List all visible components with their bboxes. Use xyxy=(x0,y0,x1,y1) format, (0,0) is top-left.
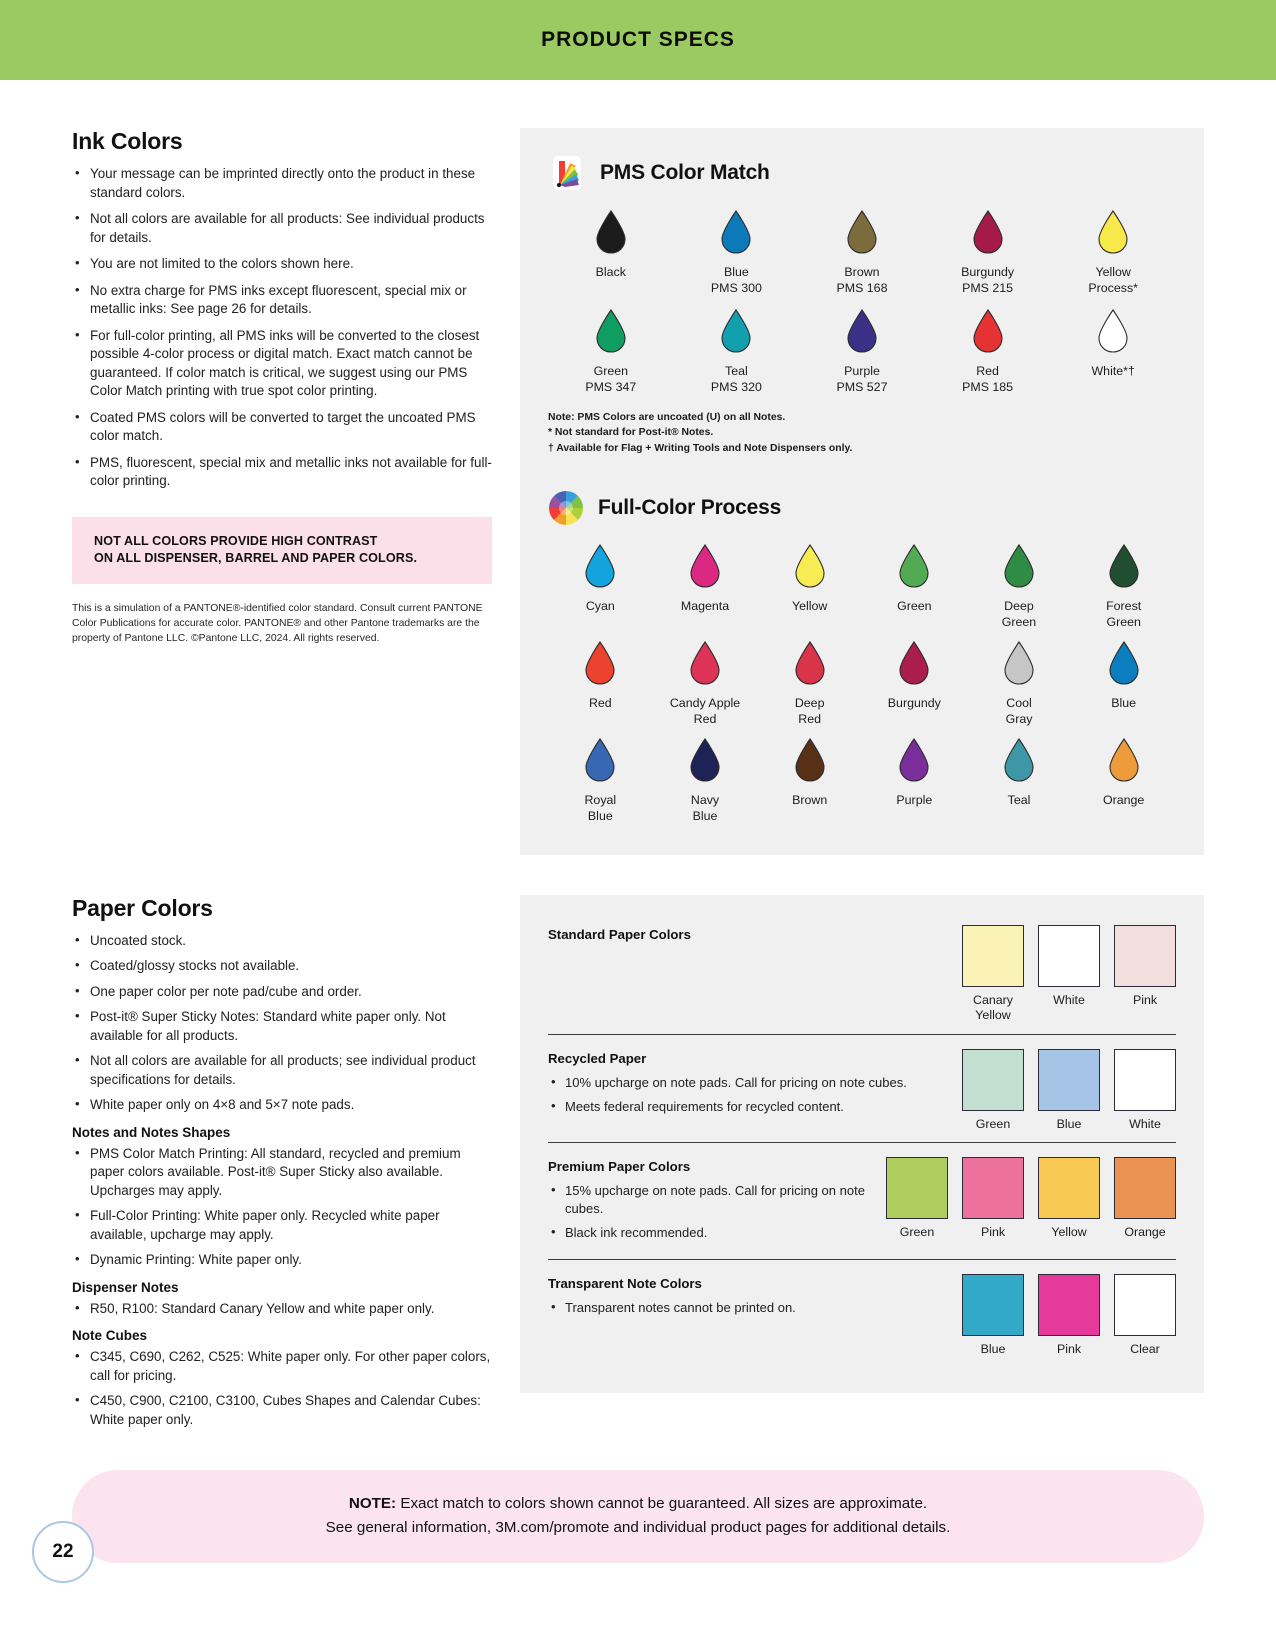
ink-swatch-name: Blue xyxy=(1111,696,1137,711)
list-item: • 15% upcharge on note pads. Call for pricing on note cubes. xyxy=(548,1182,866,1217)
contrast-warning-box xyxy=(72,517,492,585)
paper-row-info xyxy=(548,925,942,950)
paper-color-row xyxy=(548,1142,1176,1259)
paper-row-heading: Transparent Note Colors xyxy=(548,1275,702,1291)
ink-swatch xyxy=(862,633,967,728)
paper-swatch-group xyxy=(962,1274,1176,1358)
bottom-note-lead: NOTE: xyxy=(348,1495,397,1513)
list-item: • Uncoated stock. xyxy=(72,932,492,951)
ink-swatch-label xyxy=(1008,793,1031,809)
ink-drop-icon xyxy=(594,210,628,259)
note-cubes-list xyxy=(72,1348,492,1429)
ink-swatch-name: Deep xyxy=(1004,599,1034,614)
paper-swatch-chip xyxy=(1114,1274,1176,1336)
paper-swatch-chip xyxy=(1038,1049,1100,1111)
paper-swatch-chip xyxy=(1038,925,1100,987)
page-number: 22 xyxy=(32,1521,94,1583)
paper-color-row xyxy=(548,1034,1176,1143)
ink-drop-icon xyxy=(793,738,827,787)
ink-swatch-label xyxy=(711,265,762,297)
ink-swatch-code: PMS 168 xyxy=(836,280,888,295)
paper-swatch-label: Yellow xyxy=(1051,1225,1087,1240)
ink-colors-bullet-list xyxy=(72,165,492,491)
ink-drop-icon xyxy=(1107,544,1141,593)
ink-swatch-name: Yellow xyxy=(1095,265,1131,279)
ink-swatch-name: Magenta xyxy=(680,599,730,614)
paper-color-row xyxy=(548,1259,1176,1368)
paper-swatch xyxy=(962,925,1024,1024)
ink-swatch-label xyxy=(586,599,615,615)
pms-swatch-grid xyxy=(548,202,1176,396)
dispenser-notes-heading: Dispenser Notes xyxy=(72,1279,179,1295)
ink-swatch xyxy=(548,730,653,825)
paper-colors-bullet-list xyxy=(72,932,492,1115)
ink-swatch-name: Brown xyxy=(792,792,828,807)
ink-swatch-code: PMS 527 xyxy=(836,379,888,394)
ink-swatch xyxy=(548,202,674,297)
ink-swatch-label xyxy=(1111,696,1136,712)
paper-swatch xyxy=(1114,1049,1176,1133)
ink-drop-icon xyxy=(1096,309,1130,358)
list-item: • Not all colors are available for all products; see individual product specifications for details. xyxy=(72,1052,492,1089)
ink-drop-icon xyxy=(688,738,722,787)
paper-swatch xyxy=(962,1157,1024,1241)
ink-swatch-name-cont: Green xyxy=(1001,615,1037,630)
ink-drop-icon xyxy=(583,544,617,593)
paper-swatch xyxy=(1038,925,1100,1024)
ink-swatch-label xyxy=(792,599,827,615)
ink-swatch xyxy=(862,536,967,631)
ink-drop-icon xyxy=(583,641,617,690)
ink-swatch xyxy=(548,633,653,728)
ink-swatch-label xyxy=(1002,599,1036,631)
paper-section xyxy=(72,895,1204,1437)
ink-swatch-label xyxy=(1088,265,1138,297)
ink-swatch-label xyxy=(795,696,825,728)
ink-swatch-name: Cyan xyxy=(585,599,615,614)
ink-drop-icon xyxy=(1096,210,1130,259)
bottom-note-line-1 xyxy=(112,1492,1164,1516)
ink-swatch xyxy=(1050,202,1176,297)
ink-drop-icon xyxy=(845,309,879,358)
list-item: • Post-it® Super Sticky Notes: Standard white paper only. Not available for all products. xyxy=(72,1008,492,1045)
ink-swatch-label xyxy=(1006,696,1033,728)
list-item: • Full-Color Printing: White paper only. Recycled white paper available, upcharge may apply. xyxy=(72,1207,492,1244)
page-header xyxy=(0,0,1276,80)
ink-swatch xyxy=(967,536,1072,631)
paper-swatch-label: Green xyxy=(899,1225,935,1240)
ink-swatch xyxy=(757,633,862,728)
ink-swatch-name-cont: Green xyxy=(1106,615,1141,630)
pantone-fan-icon xyxy=(548,154,586,192)
ink-swatch-label xyxy=(1106,599,1141,631)
list-item: • Your message can be imprinted directly onto the product in these standard colors. xyxy=(72,165,492,202)
list-item: • Coated/glossy stocks not available. xyxy=(72,957,492,976)
pantone-legal-text: This is a simulation of a PANTONE®-identified color standard. Consult current PANTONE Color Publications for accurate color. PANTONE® and other Pantone trademarks are the property of Pantone LLC. ©Pantone LLC, 2024. All rights reserved. xyxy=(72,603,483,644)
ink-swatch xyxy=(799,202,925,297)
ink-drop-icon xyxy=(594,309,628,358)
ink-swatch-name: Purple xyxy=(844,363,880,378)
paper-swatch-group xyxy=(962,925,1176,1024)
ink-drop-icon xyxy=(897,641,931,690)
paper-swatch xyxy=(1114,1157,1176,1241)
paper-colors-heading: Paper Colors xyxy=(72,894,213,921)
ink-drop-icon xyxy=(793,544,827,593)
ink-swatch xyxy=(674,301,800,396)
paper-swatch-label: Blue xyxy=(980,1341,1006,1356)
ink-swatch-label xyxy=(585,364,636,396)
paper-swatch xyxy=(1038,1157,1100,1241)
paper-swatch-chip xyxy=(886,1157,948,1219)
ink-swatch-name: Burgundy xyxy=(961,265,1015,279)
paper-swatch-column xyxy=(492,895,1204,1437)
ink-swatch-label xyxy=(962,364,1013,396)
ink-swatch-name: Royal xyxy=(584,792,617,807)
pms-header xyxy=(548,154,1176,192)
note-cubes-heading: Note Cubes xyxy=(72,1328,148,1344)
list-item: • Transparent notes cannot be printed on. xyxy=(548,1299,942,1317)
ink-drop-icon xyxy=(897,544,931,593)
paper-swatch-chip xyxy=(1114,925,1176,987)
paper-row-bullets xyxy=(548,1299,942,1317)
list-item: • R50, R100: Standard Canary Yellow and white paper only. xyxy=(72,1300,492,1319)
ink-swatch-label xyxy=(897,599,931,615)
color-wheel-icon xyxy=(548,490,584,526)
ink-swatch-name: Cool xyxy=(1006,696,1032,711)
ink-swatch xyxy=(653,536,758,631)
pms-note-line: † Available for Flag + Writing Tools and Note Dispensers only. xyxy=(548,442,853,454)
ink-drop-icon xyxy=(793,641,827,690)
pms-notes xyxy=(548,410,1176,457)
paper-swatch-chip xyxy=(962,1274,1024,1336)
ink-swatch xyxy=(548,536,653,631)
ink-swatch-name: Green xyxy=(897,599,932,614)
ink-swatch-name-cont: Blue xyxy=(692,808,718,823)
ink-drop-icon xyxy=(719,210,753,259)
paper-swatch-label: Pink xyxy=(980,1225,1006,1240)
paper-row-heading: Standard Paper Colors xyxy=(548,926,691,942)
ink-swatch xyxy=(653,633,758,728)
paper-swatch-label: Green xyxy=(975,1116,1011,1131)
list-item: • Meets federal requirements for recycled content. xyxy=(548,1098,942,1116)
ink-swatch-name-cont: Blue xyxy=(587,808,613,823)
paper-swatch-label: Pink xyxy=(1056,1341,1082,1356)
list-item: • No extra charge for PMS inks except fluorescent, special mix or metallic inks: See page 26 for details. xyxy=(72,282,492,319)
ink-swatch-label xyxy=(584,793,616,825)
paper-swatch-label: Blue xyxy=(1056,1116,1082,1131)
bottom-note-line-1-text: Exact match to colors shown cannot be guaranteed. All sizes are approximate. xyxy=(396,1495,928,1513)
ink-swatch-name-cont: Red xyxy=(798,711,822,726)
ink-swatch xyxy=(799,301,925,396)
paper-swatch xyxy=(1114,925,1176,1024)
paper-row-info xyxy=(548,1049,942,1123)
ink-swatch xyxy=(967,633,1072,728)
ink-swatch xyxy=(548,301,674,396)
ink-drop-icon xyxy=(971,309,1005,358)
paper-row-heading: Premium Paper Colors xyxy=(548,1159,691,1175)
paper-swatch xyxy=(962,1274,1024,1358)
page-title: PRODUCT SPECS xyxy=(541,28,735,51)
pms-note-line: * Not standard for Post-it® Notes. xyxy=(548,427,714,439)
page-footer xyxy=(32,1521,94,1583)
ink-swatch-label xyxy=(837,265,888,297)
ink-drop-icon xyxy=(688,544,722,593)
ink-swatch-code: PMS 320 xyxy=(710,379,762,394)
ink-swatch xyxy=(1071,536,1176,631)
ink-swatch-label xyxy=(670,696,740,728)
paper-panel xyxy=(520,895,1204,1394)
ink-swatch-label xyxy=(711,364,762,396)
paper-row-bullets xyxy=(548,1074,942,1116)
pms-note-line: Note: PMS Colors are uncoated (U) on all Notes. xyxy=(548,411,786,423)
paper-swatch xyxy=(1038,1049,1100,1133)
ink-swatch-name: Teal xyxy=(725,363,748,378)
list-item: • Dynamic Printing: White paper only. xyxy=(72,1251,492,1270)
paper-swatch-group xyxy=(962,1049,1176,1133)
ink-swatch-label xyxy=(1103,793,1144,809)
ink-swatch xyxy=(925,301,1051,396)
ink-swatch-name: Teal xyxy=(1007,792,1031,807)
paper-row-bullets xyxy=(548,1182,866,1242)
ink-colors-text-column xyxy=(72,80,492,855)
ink-swatch-name: Yellow xyxy=(791,599,828,614)
ink-swatch xyxy=(1071,633,1176,728)
list-item: • Black ink recommended. xyxy=(548,1224,866,1242)
ink-swatch-name: Deep xyxy=(794,696,825,711)
paper-swatch xyxy=(1038,1274,1100,1358)
ink-swatch xyxy=(1071,730,1176,825)
ink-swatch xyxy=(674,202,800,297)
paper-swatch xyxy=(962,1049,1024,1133)
ink-swatch-column xyxy=(492,80,1204,855)
pms-title: PMS Color Match xyxy=(600,161,770,184)
ink-drop-icon xyxy=(845,210,879,259)
ink-drop-icon xyxy=(1107,738,1141,787)
paper-swatch xyxy=(886,1157,948,1241)
bottom-note-banner xyxy=(72,1470,1204,1563)
list-item: • C450, C900, C2100, C3100, Cubes Shapes and Calendar Cubes: White paper only. xyxy=(72,1392,492,1429)
ink-colors-heading: Ink Colors xyxy=(72,128,183,154)
ink-swatch xyxy=(1050,301,1176,396)
ink-swatch-label xyxy=(596,265,626,281)
ink-swatch xyxy=(925,202,1051,297)
ink-drop-icon xyxy=(583,738,617,787)
ink-swatch-name: Black xyxy=(595,265,626,279)
ink-swatch-label xyxy=(792,793,827,809)
list-item: • PMS, fluorescent, special mix and metallic inks not available for full-color printing. xyxy=(72,454,492,491)
ink-drop-icon xyxy=(1002,738,1036,787)
ink-drop-icon xyxy=(688,641,722,690)
page-body xyxy=(0,80,1276,1436)
list-item: • Not all colors are available for all products: See individual products for details. xyxy=(72,210,492,247)
paper-swatch-label: Canary Yellow xyxy=(973,992,1013,1023)
paper-color-row xyxy=(548,919,1176,1034)
ink-panel xyxy=(520,128,1204,855)
paper-swatch-chip xyxy=(1038,1274,1100,1336)
paper-swatch-label: White xyxy=(1129,1116,1161,1131)
ink-swatch-label xyxy=(837,364,888,396)
ink-swatch-name: Forest xyxy=(1106,599,1142,614)
ink-drop-icon xyxy=(1002,544,1036,593)
paper-swatch-label: Orange xyxy=(1124,1225,1166,1240)
notes-and-shapes-list xyxy=(72,1145,492,1270)
ink-swatch-code: PMS 300 xyxy=(710,280,762,295)
paper-row-heading: Recycled Paper xyxy=(548,1050,647,1066)
paper-swatch-label: Pink xyxy=(1132,992,1158,1007)
ink-swatch-name: Brown xyxy=(844,265,880,279)
paper-row-info xyxy=(548,1157,866,1249)
contrast-warning-line-1: NOT ALL COLORS PROVIDE HIGH CONTRAST xyxy=(94,533,378,548)
ink-swatch-label xyxy=(896,793,932,809)
full-color-header xyxy=(548,490,1176,526)
ink-drop-icon xyxy=(897,738,931,787)
paper-swatch-chip xyxy=(1114,1157,1176,1219)
paper-swatch-chip xyxy=(962,1157,1024,1219)
full-color-title: Full-Color Process xyxy=(598,496,782,520)
list-item: • For full-color printing, all PMS inks will be converted to the closest possible 4-color process or digital match. Exact match cannot be guaranteed. If color match is critical, we suggest using our PMS Color Match printing with true spot color printing. xyxy=(72,327,492,401)
paper-swatch-group xyxy=(886,1157,1176,1241)
paper-swatch-chip xyxy=(1114,1049,1176,1111)
ink-swatch xyxy=(757,536,862,631)
ink-swatch-name: Red xyxy=(588,696,612,711)
ink-swatch-name: Navy xyxy=(690,792,720,807)
ink-swatch-label xyxy=(691,793,719,825)
ink-swatch-name: Burgundy xyxy=(887,696,941,711)
ink-swatch-name-cont: Gray xyxy=(1005,711,1033,726)
dispenser-notes-list xyxy=(72,1300,492,1319)
list-item: • Coated PMS colors will be converted to target the uncoated PMS color match. xyxy=(72,409,492,446)
list-item: • White paper only on 4×8 and 5×7 note pads. xyxy=(72,1096,492,1115)
list-item: • 10% upcharge on note pads. Call for pricing on note cubes. xyxy=(548,1074,942,1092)
paper-row-info xyxy=(548,1274,942,1324)
paper-swatch-label: White xyxy=(1053,992,1085,1007)
list-item: • One paper color per note pad/cube and order. xyxy=(72,983,492,1002)
ink-swatch-name: Candy Apple xyxy=(669,696,741,711)
ink-swatch-name: Blue xyxy=(723,265,749,279)
ink-swatch-label xyxy=(681,599,729,615)
notes-and-shapes-heading: Notes and Notes Shapes xyxy=(72,1124,231,1140)
list-item: • C345, C690, C262, C525: White paper only. For other paper colors, call for pricing. xyxy=(72,1348,492,1385)
bottom-note-line-2: See general information, 3M.com/promote and individual product pages for additional details. xyxy=(325,1519,951,1537)
ink-swatch-name: White*† xyxy=(1091,363,1135,378)
ink-swatch-name: Green xyxy=(593,363,629,378)
paper-swatch xyxy=(1114,1274,1176,1358)
ink-section xyxy=(72,80,1204,855)
ink-swatch-label xyxy=(1091,364,1134,380)
ink-swatch-code: PMS 215 xyxy=(962,280,1014,295)
ink-swatch xyxy=(757,730,862,825)
ink-drop-icon xyxy=(719,309,753,358)
paper-swatch-chip xyxy=(1038,1157,1100,1219)
list-item: • You are not limited to the colors shown here. xyxy=(72,255,492,274)
ink-drop-icon xyxy=(1002,641,1036,690)
ink-swatch-name: Orange xyxy=(1102,792,1145,807)
contrast-warning-line-2: ON ALL DISPENSER, BARREL AND PAPER COLORS. xyxy=(94,551,418,566)
ink-swatch xyxy=(862,730,967,825)
ink-swatch-code: PMS 185 xyxy=(962,379,1014,394)
paper-swatch-label: Clear xyxy=(1130,1341,1160,1356)
paper-swatch-chip xyxy=(962,1049,1024,1111)
ink-swatch-code: PMS 347 xyxy=(585,379,637,394)
ink-swatch xyxy=(967,730,1072,825)
ink-swatch-code: Process* xyxy=(1088,280,1138,295)
ink-swatch-name: Red xyxy=(976,363,999,378)
ink-drop-icon xyxy=(971,210,1005,259)
ink-swatch-name: Purple xyxy=(896,792,933,807)
ink-swatch-label xyxy=(888,696,941,712)
ink-swatch-label xyxy=(961,265,1014,297)
ink-swatch xyxy=(653,730,758,825)
full-color-swatch-grid xyxy=(548,536,1176,824)
paper-swatch-chip xyxy=(962,925,1024,987)
ink-swatch-label xyxy=(589,696,612,712)
ink-swatch-name-cont: Red xyxy=(693,711,717,726)
list-item: • PMS Color Match Printing: All standard, recycled and premium paper colors available. Post-it® Super Sticky also available. Upcharges may apply. xyxy=(72,1145,492,1201)
paper-colors-text-column xyxy=(72,895,492,1437)
ink-drop-icon xyxy=(1107,641,1141,690)
